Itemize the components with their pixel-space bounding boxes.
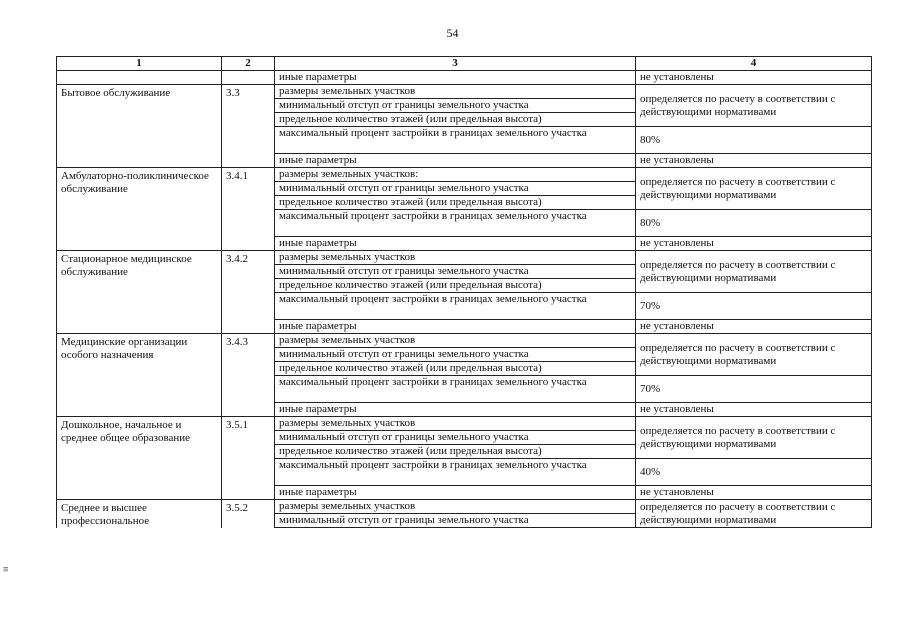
param-cell: иные параметры <box>275 320 636 334</box>
value-cell: не установлены <box>636 403 872 417</box>
value-cell: не установлены <box>636 486 872 500</box>
param-cell: максимальный процент застройки в границах земельного участка <box>275 210 636 237</box>
param-cell: предельное количество этажей (или предельная высота) <box>275 279 636 293</box>
param-cell: иные параметры <box>275 237 636 251</box>
use-type-code: 3.5.1 <box>222 417 275 500</box>
param-cell: минимальный отступ от границы земельного участка <box>275 514 636 528</box>
use-type-code: 3.4.2 <box>222 251 275 334</box>
param-cell: минимальный отступ от границы земельного участка <box>275 99 636 113</box>
empty-cell <box>57 71 222 85</box>
param-cell: предельное количество этажей (или предельная высота) <box>275 113 636 127</box>
percent-value-cell: 80% <box>636 127 872 154</box>
header-col-2: 2 <box>222 57 275 71</box>
value-cell: не установлены <box>636 237 872 251</box>
edge-scan-mark: ≡ <box>3 565 9 575</box>
table-row <box>57 168 872 182</box>
table-row <box>57 85 872 99</box>
header-col-4: 4 <box>636 57 872 71</box>
percent-value-cell: 80% <box>636 210 872 237</box>
use-type-name: Среднее и высшее профессиональное <box>57 500 222 528</box>
use-type-code: 3.4.3 <box>222 334 275 417</box>
header-col-1: 1 <box>57 57 222 71</box>
value-cell: не установлены <box>636 154 872 168</box>
param-cell: иные параметры <box>275 403 636 417</box>
page-number: 54 <box>446 26 459 40</box>
param-cell: размеры земельных участков <box>275 500 636 514</box>
use-type-name: Дошкольное, начальное и среднее общее образование <box>57 417 222 500</box>
param-cell: размеры земельных участков <box>275 85 636 99</box>
param-cell: максимальный процент застройки в границах земельного участка <box>275 376 636 403</box>
param-cell: минимальный отступ от границы земельного участка <box>275 182 636 196</box>
empty-cell <box>222 71 275 85</box>
calc-value-cell: определяется по расчету в соответствии с действующими нормативами <box>636 334 872 376</box>
table-body <box>57 71 872 528</box>
calc-value-cell: определяется по расчету в соответствии с действующими нормативами <box>636 251 872 293</box>
use-type-name: Стационарное медицинское обслуживание <box>57 251 222 334</box>
param-cell: размеры земельных участков <box>275 251 636 265</box>
param-cell: минимальный отступ от границы земельного участка <box>275 265 636 279</box>
param-cell: размеры земельных участков <box>275 334 636 348</box>
param-cell: размеры земельных участков <box>275 417 636 431</box>
table-row <box>57 417 872 431</box>
param-cell: предельное количество этажей (или предельная высота) <box>275 196 636 210</box>
use-type-code: 3.3 <box>222 85 275 168</box>
param-cell: минимальный отступ от границы земельного участка <box>275 431 636 445</box>
zoning-parameters-table <box>56 56 872 528</box>
param-cell: размеры земельных участков: <box>275 168 636 182</box>
value-cell: не установлены <box>636 320 872 334</box>
percent-value-cell: 40% <box>636 459 872 486</box>
calc-value-cell: определяется по расчету в соответствии с действующими нормативами <box>636 168 872 210</box>
param-cell: минимальный отступ от границы земельного участка <box>275 348 636 362</box>
table-row <box>57 500 872 514</box>
calc-value-cell: определяется по расчету в соответствии с действующими нормативами <box>636 417 872 459</box>
value-cell: не установлены <box>636 71 872 85</box>
param-cell: предельное количество этажей (или предельная высота) <box>275 445 636 459</box>
calc-value-cell: определяется по расчету в соответствии с действующими нормативами <box>636 500 872 528</box>
param-cell: иные параметры <box>275 154 636 168</box>
table-row <box>57 251 872 265</box>
use-type-name: Амбулаторно-поликлиническое обслуживание <box>57 168 222 251</box>
percent-value-cell: 70% <box>636 376 872 403</box>
param-cell: максимальный процент застройки в границах земельного участка <box>275 127 636 154</box>
param-cell: иные параметры <box>275 71 636 85</box>
percent-value-cell: 70% <box>636 293 872 320</box>
param-cell: предельное количество этажей (или предельная высота) <box>275 362 636 376</box>
header-row <box>57 57 872 71</box>
use-type-name: Бытовое обслуживание <box>57 85 222 168</box>
use-type-code: 3.5.2 <box>222 500 275 528</box>
header-col-3: 3 <box>275 57 636 71</box>
param-cell: максимальный процент застройки в границах земельного участка <box>275 293 636 320</box>
param-cell: иные параметры <box>275 486 636 500</box>
param-cell: максимальный процент застройки в границах земельного участка <box>275 459 636 486</box>
use-type-code: 3.4.1 <box>222 168 275 251</box>
table-row <box>57 334 872 348</box>
table-row <box>57 71 872 85</box>
calc-value-cell: определяется по расчету в соответствии с действующими нормативами <box>636 85 872 127</box>
use-type-name: Медицинские организации особого назначения <box>57 334 222 417</box>
